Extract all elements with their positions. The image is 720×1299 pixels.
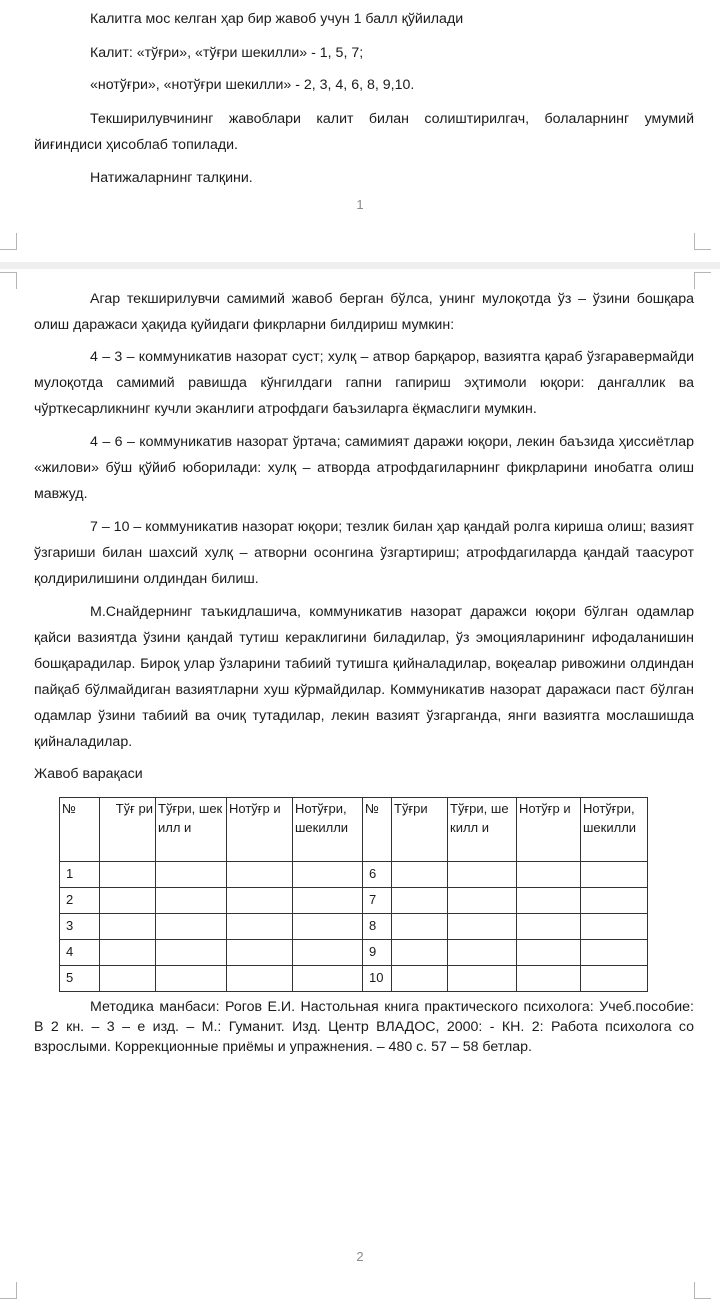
table-cell: 4 [60, 940, 100, 966]
table-cell [448, 966, 517, 992]
document-page-2 [0, 269, 720, 1299]
table-cell [448, 888, 517, 914]
paragraph-snyder: М.Снайдернинг таъкидлашича, коммуникатив назорат даражси юқори бўлган одамлар қайси вазиятда ўзини қандай тутиш кераклигини биладилар, ўз эмоцияларининг ифодаланишин бошқарадилар. Бироқ улар ўзларини табиий тутишга қийналадилар, воқеалар ривожини олдиндан пайқаб бўлмайдиган вазиятларни хуш кўрмайдилар. Коммуникатив назорат даражаси паст бўлган одамлар ўзини табиий ва очиқ тутадилар, лекин вазият ўзгарганда, янги вазиятга мослашишда қийналадилар. [34, 604, 694, 750]
table-cell [293, 966, 363, 992]
table-cell [227, 914, 293, 940]
table-cell [392, 940, 448, 966]
table-cell [156, 862, 227, 888]
table-cell [517, 966, 581, 992]
table-cell [517, 862, 581, 888]
table-cell [227, 888, 293, 914]
table-cell [581, 914, 648, 940]
table-cell [293, 940, 363, 966]
table-row [60, 966, 648, 992]
table-cell: 2 [60, 888, 100, 914]
column-header: № [363, 798, 392, 862]
answer-sheet-title: Жавоб варақаси [34, 766, 143, 782]
table-row [60, 888, 648, 914]
table-cell: 6 [363, 862, 392, 888]
paragraph-key-correct: Калит: «тўғри», «тўғри шекилли» - 1, 5, 7; [90, 45, 364, 61]
table-cell [392, 914, 448, 940]
table-cell [100, 888, 156, 914]
answer-sheet-table [59, 797, 648, 992]
table-cell [156, 940, 227, 966]
paragraph-level-low: 4 – 3 – коммуникатив назорат суст; хулқ – атвор барқарор, вазиятга қараб ўзгаравермайди мулоқотда самимий равишда кўнгилдаги гапни гапириш эҳтимоли юқори: дангаллик ва чўрткесарликнинг кучли эканлиги атрофдаги баъзиларга ёқмаслиги мумкин. [34, 349, 694, 417]
crop-mark [0, 233, 17, 250]
table-cell [448, 940, 517, 966]
crop-mark [694, 1282, 711, 1299]
table-row [60, 914, 648, 940]
column-header: Нотўғр и [227, 798, 293, 862]
crop-mark [694, 233, 711, 250]
table-cell [100, 914, 156, 940]
paragraph-total: Текширилувчининг жавоблари калит билан солиштирилгач, болаларнинг умумий йиғиндиси ҳисоблаб топилади. [34, 111, 694, 153]
column-header: Тўғри, шекилл и [156, 798, 227, 862]
table-cell [581, 940, 648, 966]
page-number: 2 [356, 1249, 364, 1264]
document-page-1 [0, 0, 720, 262]
column-header: № [60, 798, 100, 862]
column-header: Тўғри [392, 798, 448, 862]
page-number: 1 [356, 197, 364, 212]
page-separator [0, 262, 720, 269]
paragraph-key-incorrect: «нотўғри», «нотўғри шекилли» - 2, 3, 4, 6, 8, 9,10. [90, 77, 415, 93]
paragraph-interpretation-heading: Натижаларнинг талқини. [90, 170, 253, 186]
table-cell: 10 [363, 966, 392, 992]
column-header: Тўғ ри [100, 798, 156, 862]
table-cell [581, 966, 648, 992]
paragraph-source: Методика манбаси: Рогов Е.И. Настольная книга практического психолога: Учеб.пособие: В 2 кн. – 3 – е изд. – М.: Гуманит. Изд. Центр ВЛАДОС, 2000: - КН. 2: Работа психолога со взрослыми. Коррекционные приёмы и упражнения. – 480 с. 57 – 58 бетлар. [34, 999, 694, 1055]
column-header: Нотўғр и [517, 798, 581, 862]
column-header: Нотўғри, шекилли [581, 798, 648, 862]
table-cell [227, 862, 293, 888]
table-cell: 1 [60, 862, 100, 888]
paragraph-intro: Агар текширилувчи самимий жавоб берган бўлса, унинг мулоқотда ўз – ўзини бошқара олиш даражаси ҳақида қуйидаги фикрларни билдириш мумкин: [34, 291, 694, 333]
paragraph-level-medium: 4 – 6 – коммуникатив назорат ўртача; самимият даражи юқори, лекин баъзида ҳиссиётлар «жилови» бўш қўйиб юборилади: хулқ – атворда атрофдагиларнинг фикрларини инобатга олиш мавжуд. [34, 434, 694, 502]
table-cell [581, 862, 648, 888]
table-cell: 8 [363, 914, 392, 940]
crop-mark [0, 1282, 17, 1299]
table-cell [392, 888, 448, 914]
table-row [60, 940, 648, 966]
table-cell [227, 940, 293, 966]
paragraph-level-high: 7 – 10 – коммуникатив назорат юқори; тезлик билан ҳар қандай ролга кириша олиш; вазият ўзгариши билан шахсий хулқ – атворни осонгина ўзгартириш; атрофдагиларда қандай таасурот қолдирилишини олдиндан билиш. [34, 519, 694, 587]
table-cell [293, 888, 363, 914]
table-cell: 3 [60, 914, 100, 940]
table-cell [293, 862, 363, 888]
table-cell [448, 914, 517, 940]
column-header: Нотўғри, шекилли [293, 798, 363, 862]
table-cell [517, 914, 581, 940]
table-cell: 9 [363, 940, 392, 966]
table-cell [156, 888, 227, 914]
table-cell [100, 862, 156, 888]
table-cell [100, 940, 156, 966]
table-cell: 7 [363, 888, 392, 914]
table-cell [448, 862, 517, 888]
table-header-row [60, 798, 648, 862]
paragraph-scoring: Калитга мос келган ҳар бир жавоб учун 1 балл қўйилади [90, 11, 464, 27]
table-cell: 5 [60, 966, 100, 992]
crop-mark [0, 272, 17, 289]
table-cell [227, 966, 293, 992]
table-cell [156, 966, 227, 992]
table-cell [392, 862, 448, 888]
table-cell [517, 888, 581, 914]
table-cell [293, 914, 363, 940]
table-cell [581, 888, 648, 914]
table-cell [100, 966, 156, 992]
crop-mark [694, 272, 711, 289]
table-cell [156, 914, 227, 940]
table-row [60, 862, 648, 888]
table-cell [392, 966, 448, 992]
column-header: Тўғри, шекилл и [448, 798, 517, 862]
table-cell [517, 940, 581, 966]
